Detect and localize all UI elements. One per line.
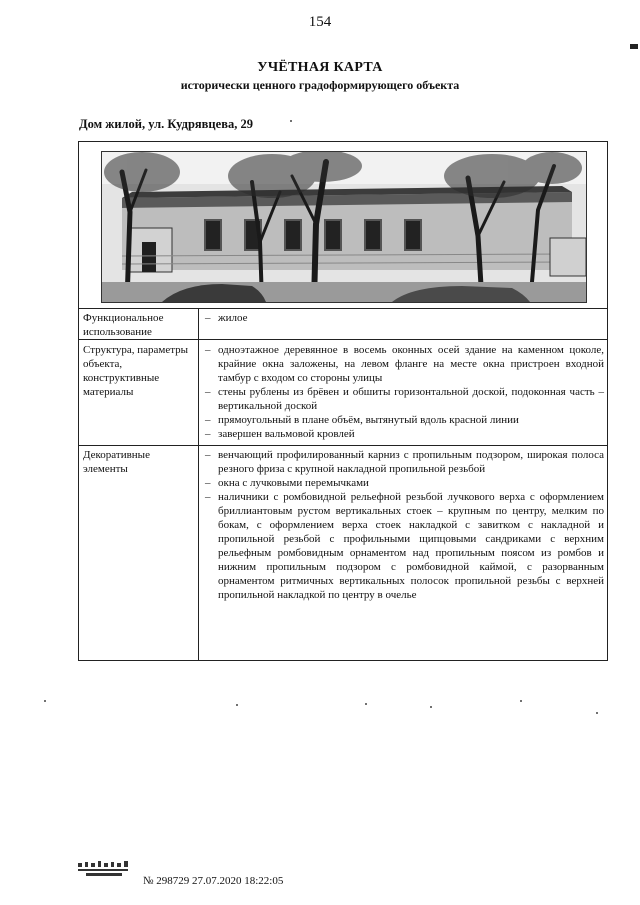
row-label-function: Функциональное использование bbox=[83, 312, 164, 338]
scan-speck bbox=[430, 706, 432, 708]
list-item: – наличники с ромбовидной рельефной резьбой лучкового верха с оформлением бриллиантовым рустом вертикальных стоек – крупным по центру, мелким по бокам, с оформлением верха стоек накладкой с завитком с накладной и пропильной резьбой с профильными щипцовыми сандриками с верхним рельефным ромбовидным орнаментом над пропильным поясом из ромбов и нижним пропильным подзором с ромбовидной каймой, с разорванным орнаментом ритмичных вертикальных полосок пропильной резьбы с верхней пропильной накладкой по центру в очелье bbox=[205, 491, 604, 601]
row-divider bbox=[79, 339, 607, 340]
row-label-decorative: Декоративные элементы bbox=[83, 449, 150, 475]
list-item: – жилое bbox=[205, 312, 248, 324]
row-label-structure: Структура, параметры объекта, конструктивные материалы bbox=[83, 344, 189, 398]
stamp-icon bbox=[76, 858, 132, 878]
record-card bbox=[78, 141, 608, 661]
list-item: – стены рублены из брёвен и обшиты горизонтальной доской, подоконная часть – вертикальной доской bbox=[205, 386, 604, 412]
list-item: – венчающий профилированный карниз с пропильным подзором, широкая полоса резного фриза с крупной накладной пропильной резьбой bbox=[205, 449, 604, 475]
scan-speck bbox=[596, 712, 598, 714]
scan-speck bbox=[44, 700, 46, 702]
list-item: – окна с лучковыми перемычками bbox=[205, 477, 369, 489]
list-item: – одноэтажное деревянное в восемь оконных осей здание на каменном цоколе, крайние окна заложены, на левом фланге на месте окна пристроен входной тамбур с входом со стороны улицы bbox=[205, 344, 604, 384]
list-item: – завершен вальмовой кровлей bbox=[205, 428, 355, 440]
object-name: Дом жилой, ул. Кудрявцева, 29 bbox=[79, 117, 253, 131]
scan-speck bbox=[520, 700, 522, 702]
row-divider bbox=[79, 308, 607, 309]
row-items-decorative bbox=[202, 448, 604, 602]
row-items-function bbox=[202, 311, 604, 325]
page-number: 154 bbox=[308, 14, 332, 30]
scan-speck bbox=[290, 120, 292, 122]
scan-speck bbox=[236, 704, 238, 706]
row-items-structure bbox=[202, 343, 604, 441]
document-reference: № 298729 27.07.2020 18:22:05 bbox=[143, 875, 284, 887]
column-divider bbox=[198, 308, 199, 661]
document-subtitle: исторически ценного градоформирующего объекта bbox=[180, 78, 460, 92]
scan-mark bbox=[630, 44, 638, 49]
scan-speck bbox=[365, 703, 367, 705]
row-divider bbox=[79, 445, 607, 446]
house-photo bbox=[101, 151, 587, 303]
list-item: – прямоугольный в плане объём, вытянутый вдоль красной линии bbox=[205, 414, 519, 426]
document-title: УЧЁТНАЯ КАРТА bbox=[257, 60, 383, 75]
